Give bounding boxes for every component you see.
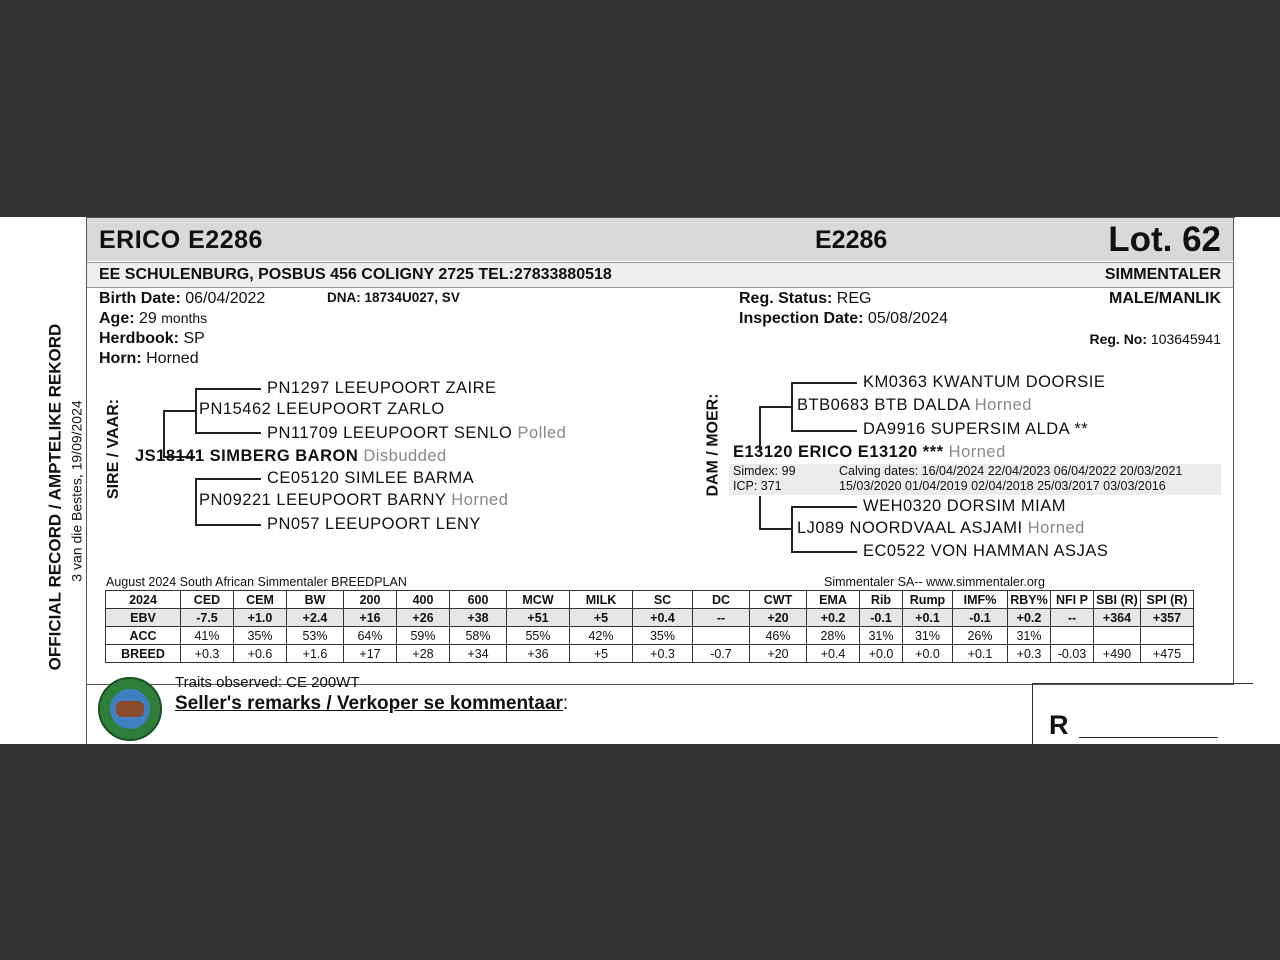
official-record-label: OFFICIAL RECORD / AMPTELIKE REKORD <box>45 323 65 671</box>
table-header: 600 <box>450 591 507 609</box>
dam-dam: LJ089 NOORDVAAL ASJAMI Horned <box>797 519 1085 537</box>
table-cell: +1.6 <box>287 645 344 663</box>
table-cell: +5 <box>570 645 633 663</box>
table-cell: -7.5 <box>181 609 234 627</box>
icp: ICP: 371 <box>733 479 782 493</box>
dam-sire-dam: DA9916 SUPERSIM ALDA ** <box>863 420 1089 438</box>
breedplan-website: Simmentaler SA-- www.simmentaler.org <box>824 575 1045 589</box>
dna-info: DNA: 18734U027, SV <box>327 290 460 305</box>
breeder-bar <box>87 262 1234 288</box>
sire-sire: PN15462 LEEUPOORT ZARLO <box>199 400 445 418</box>
table-cell: +0.3 <box>633 645 693 663</box>
table-cell: +0.0 <box>903 645 953 663</box>
horn-status: Horn: Horned <box>99 350 199 367</box>
table-cell: ACC <box>106 627 181 645</box>
dam-connector <box>791 382 793 430</box>
table-header: Rump <box>903 591 953 609</box>
official-record-subtitle: 3 van die Bestes, 19/09/2024 <box>68 400 85 582</box>
table-cell: 64% <box>344 627 397 645</box>
table-cell: +34 <box>450 645 507 663</box>
table-cell: +0.4 <box>807 645 860 663</box>
table-cell <box>1094 627 1141 645</box>
table-cell: +490 <box>1094 645 1141 663</box>
table-header: IMF% <box>953 591 1008 609</box>
table-cell <box>693 627 750 645</box>
table-cell: -- <box>693 609 750 627</box>
table-header: Rib <box>860 591 903 609</box>
dam-title: DAM / MOER: <box>704 393 722 497</box>
table-cell: +0.1 <box>953 645 1008 663</box>
sire-connector <box>195 412 197 432</box>
sire-connector <box>195 388 261 390</box>
table-cell: +36 <box>507 645 570 663</box>
table-cell: -0.1 <box>860 609 903 627</box>
sire-connector <box>195 478 197 524</box>
table-cell: 31% <box>903 627 953 645</box>
table-header: BW <box>287 591 344 609</box>
dam-sire-sire: KM0363 KWANTUM DOORSIE <box>863 373 1106 391</box>
dam-connector <box>791 430 857 432</box>
table-row-ebv <box>106 609 1194 627</box>
sire-sire-dam: PN11709 LEEUPOORT SENLO Polled <box>267 424 567 442</box>
table-cell: 55% <box>507 627 570 645</box>
table-cell: +26 <box>397 609 450 627</box>
table-cell: +16 <box>344 609 397 627</box>
sire-dam-dam: PN057 LEEUPOORT LENY <box>267 515 481 533</box>
animal-card <box>86 217 1235 745</box>
table-cell: 58% <box>450 627 507 645</box>
table-row-breed <box>106 645 1194 663</box>
table-header: CWT <box>750 591 807 609</box>
table-header: DC <box>693 591 750 609</box>
table-cell: 31% <box>860 627 903 645</box>
age: Age: 29 months <box>99 310 208 327</box>
table-cell: +0.2 <box>807 609 860 627</box>
table-header: 200 <box>344 591 397 609</box>
price-label: R <box>1049 710 1069 740</box>
table-cell: 42% <box>570 627 633 645</box>
sire-connector <box>195 432 261 434</box>
table-header: EMA <box>807 591 860 609</box>
table-cell: +0.1 <box>903 609 953 627</box>
table-cell <box>1051 627 1094 645</box>
table-cell: 53% <box>287 627 344 645</box>
sire-sire-sire: PN1297 LEEUPOORT ZAIRE <box>267 379 497 397</box>
table-cell: +0.2 <box>1008 609 1051 627</box>
dam-dam-dam: EC0522 VON HAMMAN ASJAS <box>863 542 1109 560</box>
sire-connector <box>163 410 195 412</box>
table-cell: -0.7 <box>693 645 750 663</box>
reg-status: Reg. Status: REG <box>739 290 872 307</box>
sire-connector <box>195 388 197 412</box>
table-cell: +20 <box>750 645 807 663</box>
table-cell: +0.3 <box>1008 645 1051 663</box>
table-header: 400 <box>397 591 450 609</box>
table-cell: +38 <box>450 609 507 627</box>
table-cell: +51 <box>507 609 570 627</box>
table-cell: +0.3 <box>181 645 234 663</box>
dam-connector <box>759 528 791 530</box>
header-bar <box>87 218 1234 261</box>
sire-connector <box>195 478 261 480</box>
table-cell <box>1141 627 1194 645</box>
dam-connector <box>759 406 791 408</box>
table-cell: 31% <box>1008 627 1051 645</box>
table-cell: +475 <box>1141 645 1194 663</box>
calving-dates-2: 15/03/2020 01/04/2019 02/04/2018 25/03/2017 03/03/2016 <box>839 479 1166 493</box>
table-header: 2024 <box>106 591 181 609</box>
dam-dam-sire: WEH0320 DORSIM MIAM <box>863 497 1066 515</box>
table-cell: +28 <box>397 645 450 663</box>
table-cell: +5 <box>570 609 633 627</box>
seller-remarks: Seller's remarks / Verkoper se kommentaar: <box>175 693 569 714</box>
table-cell: 28% <box>807 627 860 645</box>
table-cell: +1.0 <box>234 609 287 627</box>
dam-connector <box>791 506 793 552</box>
table-cell: +2.4 <box>287 609 344 627</box>
table-header: NFI P <box>1051 591 1094 609</box>
table-cell: -0.03 <box>1051 645 1094 663</box>
table-header: RBY% <box>1008 591 1051 609</box>
table-cell: +0.4 <box>633 609 693 627</box>
herdbook: Herdbook: SP <box>99 330 205 347</box>
sire-dam-sire: CE05120 SIMLEE BARMA <box>267 469 475 487</box>
table-row-acc <box>106 627 1194 645</box>
table-cell: +357 <box>1141 609 1194 627</box>
table-header: MCW <box>507 591 570 609</box>
price-field[interactable]: ___________________ <box>1079 722 1218 738</box>
birth-date: Birth Date: 06/04/2022 <box>99 290 266 307</box>
table-cell: EBV <box>106 609 181 627</box>
dam-connector <box>791 506 857 508</box>
table-cell: +17 <box>344 645 397 663</box>
dam-connector <box>791 382 857 384</box>
animal-id: E2286 <box>815 226 888 254</box>
simmentaler-logo <box>98 677 162 741</box>
breedplan-caption: August 2024 South African Simmentaler BREEDPLAN <box>106 575 407 589</box>
table-cell: 41% <box>181 627 234 645</box>
inspection-date: Inspection Date: 05/08/2024 <box>739 310 948 327</box>
sex: MALE/MANLIK <box>1109 290 1221 307</box>
price-box <box>1032 683 1253 746</box>
table-header: SC <box>633 591 693 609</box>
cow-icon <box>116 701 144 717</box>
table-cell: 59% <box>397 627 450 645</box>
table-cell: BREED <box>106 645 181 663</box>
breed-name: SIMMENTALER <box>1104 266 1221 283</box>
reg-number: Reg. No: 103645941 <box>1089 331 1221 347</box>
table-header: CEM <box>234 591 287 609</box>
lot-sheet <box>0 217 1280 744</box>
table-cell: -- <box>1051 609 1094 627</box>
table-cell: 46% <box>750 627 807 645</box>
table-cell: +0.6 <box>234 645 287 663</box>
sire-title: SIRE / VAAR: <box>105 398 123 500</box>
table-header: SPI (R) <box>1141 591 1194 609</box>
breeder-info: EE SCHULENBURG, POSBUS 456 COLIGNY 2725 TEL:27833880518 <box>99 266 612 283</box>
dam-connector <box>791 551 857 553</box>
table-cell: 35% <box>234 627 287 645</box>
table-cell: 35% <box>633 627 693 645</box>
sire-name: JS18141 SIMBERG BARON Disbudded <box>135 447 447 465</box>
lot-number: Lot. 62 <box>1108 220 1221 259</box>
traits-observed: Traits observed: CE 200WT <box>175 674 360 691</box>
table-header: SBI (R) <box>1094 591 1141 609</box>
sire-connector <box>195 524 261 526</box>
table-cell: +364 <box>1094 609 1141 627</box>
table-cell: -0.1 <box>953 609 1008 627</box>
dam-connector <box>759 496 761 530</box>
table-cell: 26% <box>953 627 1008 645</box>
dam-name: E13120 ERICO E13120 *** Horned <box>733 443 1006 461</box>
sire-dam: PN09221 LEEUPOORT BARNY Horned <box>199 491 509 509</box>
table-header-row <box>106 591 1194 609</box>
dam-sire: BTB0683 BTB DALDA Horned <box>797 396 1032 414</box>
table-header: CED <box>181 591 234 609</box>
table-header: MILK <box>570 591 633 609</box>
table-cell: +0.0 <box>860 645 903 663</box>
animal-name: ERICO E2286 <box>99 226 263 254</box>
calving-dates-1: Calving dates: 16/04/2024 22/04/2023 06/04/2022 20/03/2021 <box>839 464 1183 478</box>
table-cell: +20 <box>750 609 807 627</box>
breedplan-table <box>105 590 1194 663</box>
simdex: Simdex: 99 <box>733 464 796 478</box>
